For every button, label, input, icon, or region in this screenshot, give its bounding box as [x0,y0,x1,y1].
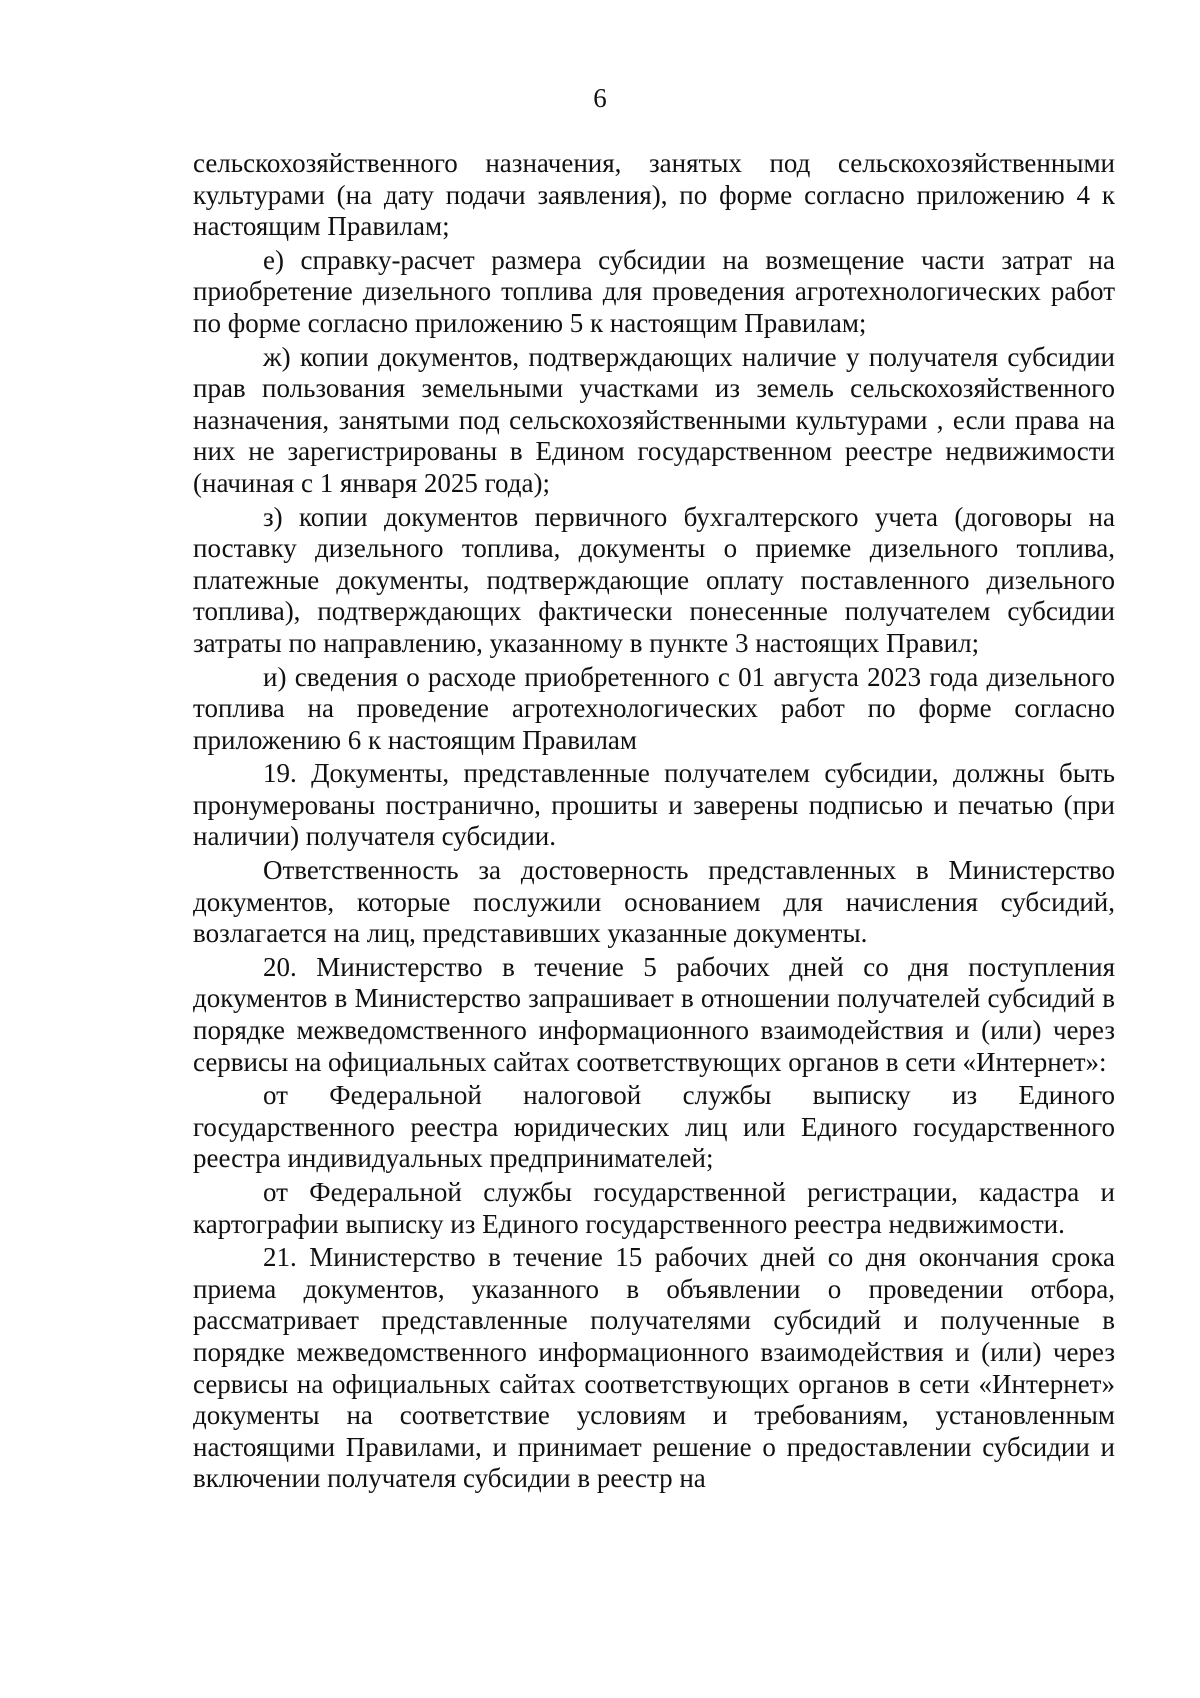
paragraph-item-z: з) копии документов первичного бухгалтерского учета (договоры на поставку дизельного топлива, документы о приемке дизельного топлива, платежные документы, подтверждающие оплату поставленного дизельного топлива), подтверждающих фактически понесенные получателем субсидии затраты по направлению, указанному в пункте 3 настоящих Правил; [193,501,1115,658]
paragraph-item-i: и) сведения о расходе приобретенного с 01 августа 2023 года дизельного топлива на проведение агротехнологических работ по форме согласно приложению 6 к настоящим Правилам [193,661,1115,755]
paragraph-clause-21: 21. Министерство в течение 15 рабочих дней со дня окончания срока приема документов, указанного в объявлении о проведении отбора, рассматривает представленные получателями субсидий и полученные в порядке межведомственного информационного взаимодействия и (или) через сервисы на официальных сайтах соответствующих органов в сети «Интернет» документы на соответствие условиям и требованиям, установленным настоящими Правилами, и принимает решение о предоставлении субсидии и включении получателя субсидии в реестр на [193,1242,1115,1494]
paragraph-tax-service: от Федеральной налоговой службы выписку из Единого государственного реестра юридических лиц или Единого государственного реестра индивидуальных предпринимателей; [193,1080,1115,1174]
paragraph-clause-19: 19. Документы, представленные получателем субсидии, должны быть пронумерованы постранично, прошиты и заверены подписью и печатью (при наличии) получателя субсидии. [193,758,1115,852]
paragraph-registration-service: от Федеральной службы государственной регистрации, кадастра и картографии выписку из Единого государственного реестра недвижимости. [193,1177,1115,1239]
paragraph-responsibility: Ответственность за достоверность представленных в Министерство документов, которые послужили основанием для начисления субсидий, возлагается на лиц, представивших указанные документы. [193,855,1115,949]
paragraph-item-e: е) справку-расчет размера субсидии на возмещение части затрат на приобретение дизельного топлива для проведения агротехнологических работ по форме согласно приложению 5 к настоящим Правилам; [193,244,1115,338]
paragraph-clause-20: 20. Министерство в течение 5 рабочих дней со дня поступления документов в Министерство запрашивает в отношении получателей субсидий в порядке межведомственного информационного взаимодействия и (или) через сервисы на официальных сайтах соответствующих органов в сети «Интернет»: [193,951,1115,1077]
page-number: 6 [593,83,607,113]
document-body [193,148,1115,1497]
paragraph-continuation: сельскохозяйственного назначения, занятых под сельскохозяйственными культурами (на дату подачи заявления), по форме согласно приложению 4 к настоящим Правилам; [193,148,1115,242]
paragraph-item-zh: ж) копии документов, подтверждающих наличие у получателя субсидии прав пользования земельными участками из земель сельскохозяйственного назначения, занятыми под сельскохозяйственными культурами , если права на них не зарегистрированы в Едином государственном реестре недвижимости (начиная с 1 января 2025 года); [193,341,1115,498]
